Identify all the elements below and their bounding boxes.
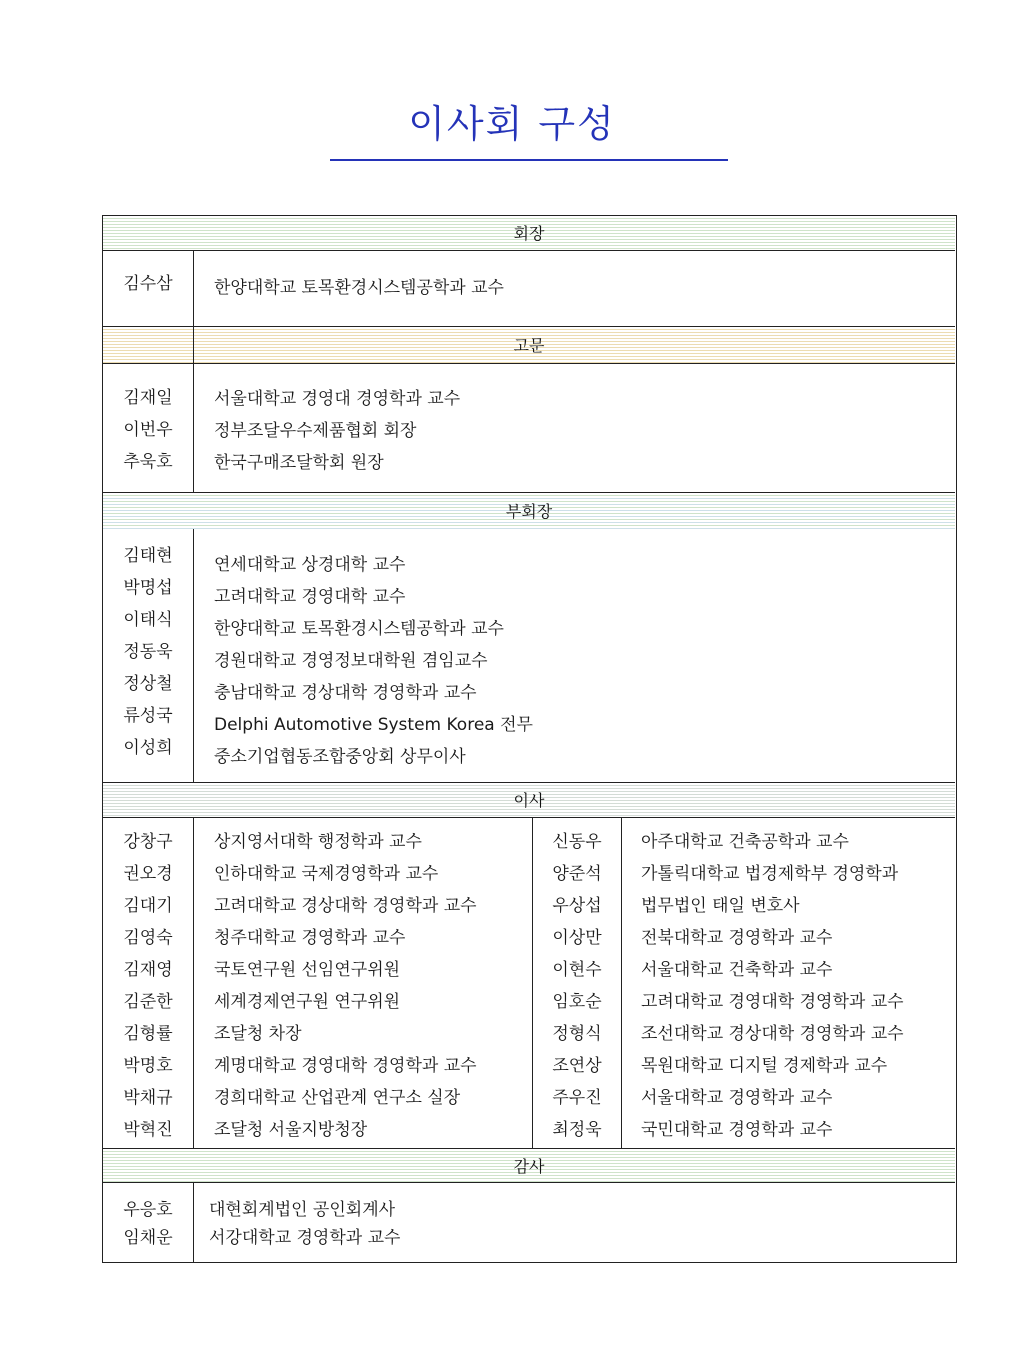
member-name: 김대기 — [123, 896, 173, 916]
member-affiliation: 아주대학교 건축공학과 교수 — [641, 832, 849, 852]
member-name: 권오경 — [123, 864, 173, 884]
member-affiliation: 고려대학교 경영대학 교수 — [214, 587, 406, 607]
member-name: 강창구 — [123, 832, 173, 852]
member-affiliation: 인하대학교 국제경영학과 교수 — [214, 864, 439, 884]
member-affiliation: 세계경제연구원 연구위원 — [214, 992, 401, 1012]
member-affiliation: 서울대학교 경영학과 교수 — [641, 1088, 833, 1108]
member-name: 김형률 — [123, 1024, 173, 1044]
page-title: 이사회 구성 — [408, 102, 616, 146]
chairman-affiliations — [214, 272, 504, 304]
director-affiliations-right — [641, 826, 904, 1146]
member-affiliation: 법무법인 태일 변호사 — [641, 896, 800, 916]
auditor-names — [103, 1196, 193, 1252]
member-name: 이태식 — [123, 610, 173, 630]
member-affiliation: 서울대학교 경영대 경영학과 교수 — [214, 389, 461, 409]
member-name: 임채운 — [123, 1228, 173, 1248]
member-name: 박명호 — [123, 1056, 173, 1076]
member-name: 조연상 — [552, 1056, 602, 1076]
section-header-auditors: 감사 — [103, 1148, 955, 1183]
column-divider — [193, 529, 194, 782]
section-header-vice-chairmen: 부회장 — [103, 492, 955, 529]
title-underline — [330, 159, 728, 161]
section-header-directors: 이사 — [103, 782, 955, 818]
member-affiliation: 경원대학교 경영정보대학원 겸임교수 — [214, 651, 488, 671]
member-name: 박혁진 — [123, 1120, 173, 1140]
member-affiliation: 대현회계법인 공인회계사 — [209, 1200, 396, 1220]
column-divider — [193, 1183, 194, 1262]
member-name: 정동욱 — [123, 642, 173, 662]
member-name: 이번우 — [123, 420, 173, 440]
member-affiliation: 국민대학교 경영학과 교수 — [641, 1120, 833, 1140]
member-name: 류성국 — [123, 706, 173, 726]
advisor-names — [103, 382, 193, 478]
member-affiliation: Delphi Automotive System Korea 전무 — [214, 715, 533, 735]
member-affiliation: 연세대학교 상경대학 교수 — [214, 555, 406, 575]
member-affiliation: 조달청 서울지방청장 — [214, 1120, 368, 1140]
member-name: 김재일 — [123, 388, 173, 408]
chairman-names — [103, 268, 193, 300]
board-table — [102, 215, 957, 1263]
section-header-advisors: 고문 — [103, 326, 955, 364]
vice-chairman-names — [103, 540, 193, 764]
member-affiliation: 전북대학교 경영학과 교수 — [641, 928, 833, 948]
member-affiliation: 목원대학교 디지털 경제학과 교수 — [641, 1056, 888, 1076]
member-affiliation: 정부조달우수제품협회 회장 — [214, 421, 417, 441]
member-affiliation: 중소기업협동조합중앙회 상무이사 — [214, 747, 466, 767]
member-name: 김준한 — [123, 992, 173, 1012]
member-name: 추욱호 — [123, 452, 173, 472]
member-name: 이상만 — [552, 928, 602, 948]
member-name: 양준석 — [552, 864, 602, 884]
column-divider — [621, 818, 622, 1148]
member-affiliation: 경희대학교 산업관계 연구소 실장 — [214, 1088, 461, 1108]
member-name: 정상철 — [123, 674, 173, 694]
member-name: 신동우 — [552, 832, 602, 852]
member-affiliation: 청주대학교 경영학과 교수 — [214, 928, 406, 948]
vice-chairman-affiliations — [214, 549, 533, 773]
member-name: 박채규 — [123, 1088, 173, 1108]
member-affiliation: 고려대학교 경영대학 경영학과 교수 — [641, 992, 904, 1012]
director-names-left — [103, 826, 193, 1146]
member-affiliation: 상지영서대학 행정학과 교수 — [214, 832, 422, 852]
member-name: 김태현 — [123, 546, 173, 566]
member-name: 김수삼 — [123, 274, 173, 294]
member-affiliation: 조달청 차장 — [214, 1024, 302, 1044]
section-header-chairman: 회장 — [103, 216, 955, 251]
member-affiliation: 충남대학교 경상대학 경영학과 교수 — [214, 683, 477, 703]
advisor-affiliations — [214, 383, 460, 479]
member-affiliation: 한국구매조달학회 원장 — [214, 453, 384, 473]
member-affiliation: 고려대학교 경상대학 경영학과 교수 — [214, 896, 477, 916]
column-divider — [193, 818, 194, 1148]
director-names-right — [533, 826, 621, 1146]
column-divider — [193, 326, 194, 492]
member-name: 박명섭 — [123, 578, 173, 598]
member-affiliation: 계명대학교 경영대학 경영학과 교수 — [214, 1056, 477, 1076]
member-affiliation: 서강대학교 경영학과 교수 — [209, 1228, 401, 1248]
member-affiliation: 서울대학교 건축학과 교수 — [641, 960, 833, 980]
column-divider — [193, 251, 194, 326]
member-name: 우응호 — [123, 1200, 173, 1220]
auditor-affiliations — [209, 1196, 400, 1252]
member-name: 김재영 — [123, 960, 173, 980]
member-name: 주우진 — [552, 1088, 602, 1108]
member-name: 우상섭 — [552, 896, 602, 916]
member-affiliation: 국토연구원 선임연구위원 — [214, 960, 401, 980]
member-affiliation: 한양대학교 토목환경시스템공학과 교수 — [214, 278, 504, 298]
member-name: 최정욱 — [552, 1120, 602, 1140]
member-name: 이성희 — [123, 738, 173, 758]
member-affiliation: 한양대학교 토목환경시스템공학과 교수 — [214, 619, 504, 639]
member-name: 정형식 — [552, 1024, 602, 1044]
member-affiliation: 조선대학교 경상대학 경영학과 교수 — [641, 1024, 904, 1044]
member-name: 김영숙 — [123, 928, 173, 948]
member-affiliation: 가톨릭대학교 법경제학부 경영학과 — [641, 864, 899, 884]
member-name: 이현수 — [552, 960, 602, 980]
director-affiliations-left — [214, 826, 477, 1146]
member-name: 임호순 — [552, 992, 602, 1012]
